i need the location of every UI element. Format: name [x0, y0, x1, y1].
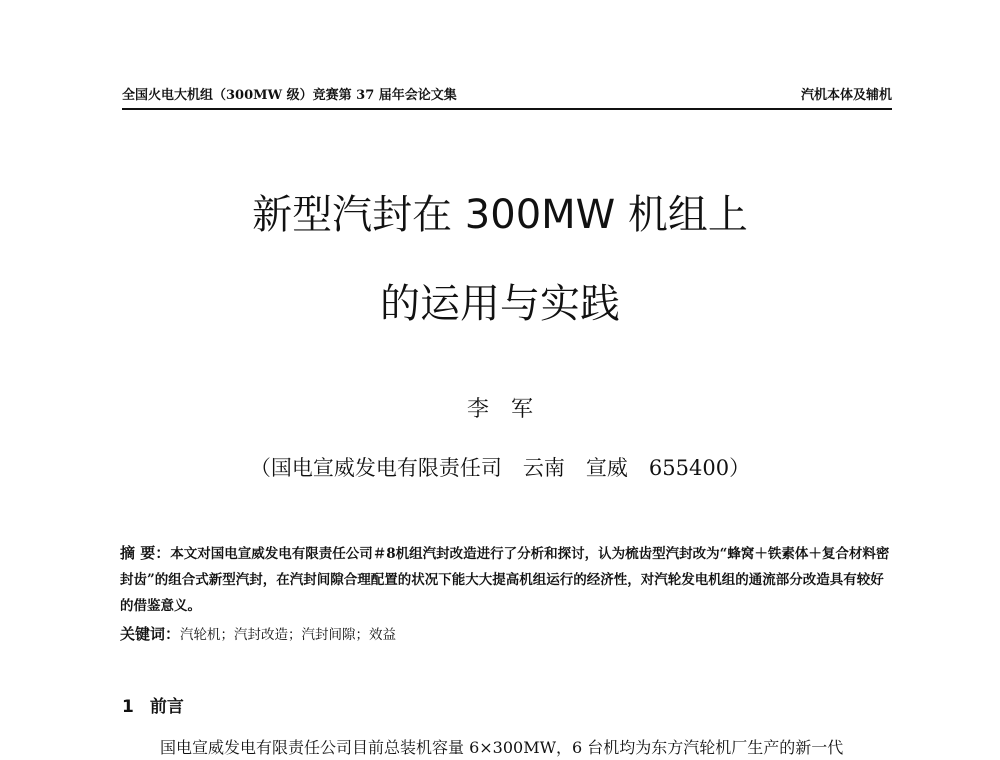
paper-title-line-1: 新型汽封在 300MW 机组上 [252, 192, 748, 238]
abstract-text: 本文对国电宣威发电有限责任公司＃8机组汽封改造进行了分析和探讨，认为梳齿型汽封改为“蜂窝＋铁素体＋复合材料密封齿”的组合式新型汽封，在汽封间隙合理配置的状况下能大大提高机组运行的经济性，对汽轮发电机组的通流部分改造具有较好的借鉴意义。 [120, 546, 890, 614]
keywords-label: 关键词： [120, 625, 181, 643]
author-affiliation: （国电宣威发电有限责任司 云南 宣威 655400） [249, 456, 751, 480]
abstract-label: 摘 要： [120, 544, 171, 562]
body-paragraph: 国电宣威发电有限责任公司目前总装机容量 6×300MW，6 台机均为东方汽轮机厂生产的新一代 [160, 738, 844, 757]
header-journal-title: 全国火电大机组（300MW 级）竞赛第 37 届年会论文集 [122, 88, 457, 103]
keywords-text: 汽轮机；汽封改造；汽封间隙；效益 [180, 627, 397, 643]
header-section-name: 汽机本体及辅机 [800, 88, 892, 103]
section-title: 前言 [149, 697, 184, 717]
author-name: 李军 [466, 397, 555, 422]
running-header [122, 86, 892, 110]
keywords [120, 622, 892, 647]
paper-title-line-2: 的运用与实践 [380, 281, 620, 327]
section-number: 1 [122, 697, 134, 717]
abstract [120, 540, 892, 619]
section-heading [122, 692, 184, 717]
